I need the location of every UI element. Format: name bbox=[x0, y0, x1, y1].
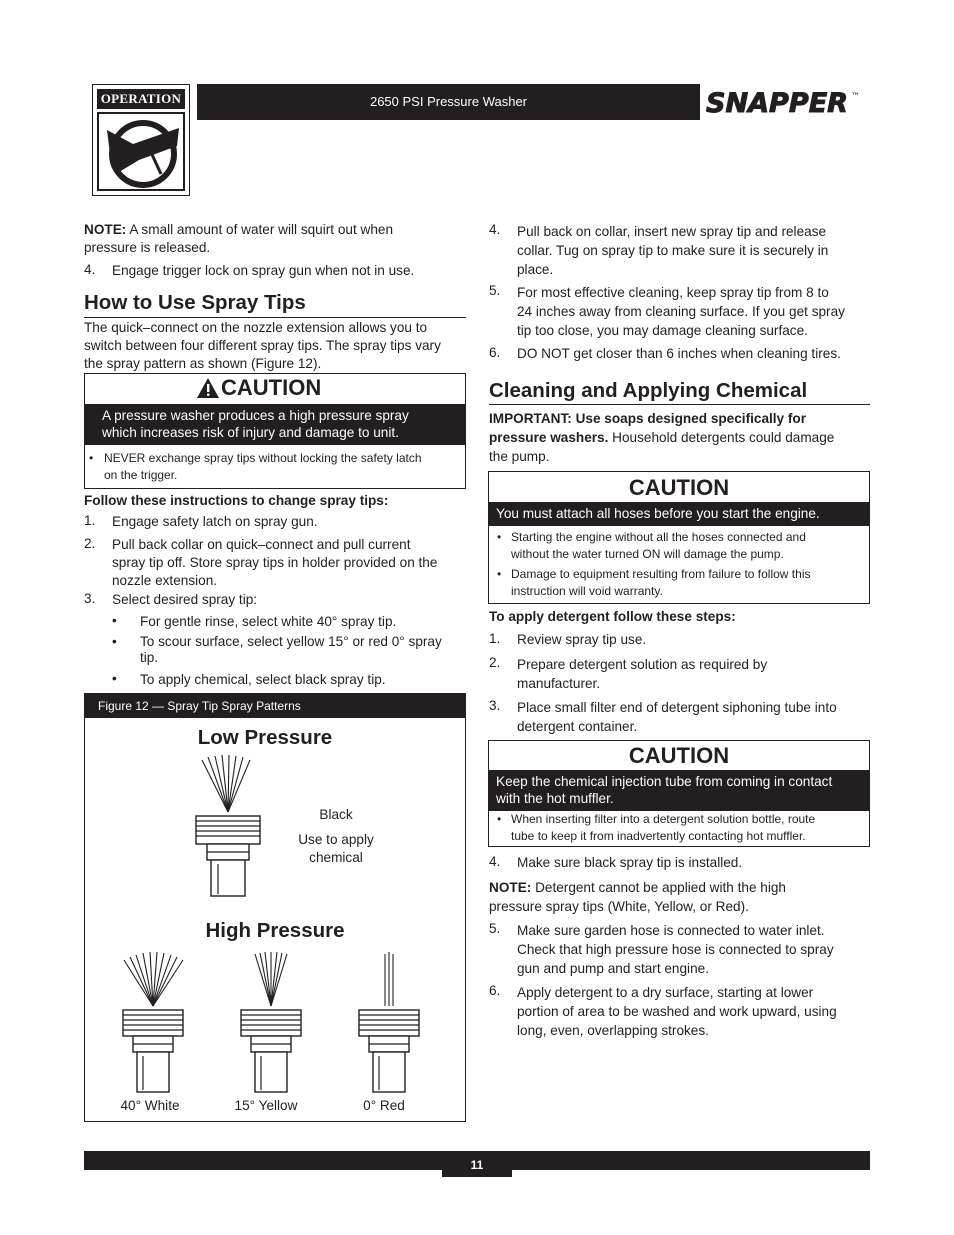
important-line: IMPORTANT: Use soaps designed specifically for bbox=[489, 411, 807, 426]
list-text bbox=[517, 698, 837, 736]
trademark-mark: ™ bbox=[851, 92, 860, 102]
list-number: 4. bbox=[489, 222, 501, 237]
list-number: 5. bbox=[489, 921, 501, 936]
list-number: 3. bbox=[489, 698, 501, 713]
bullet: • bbox=[497, 812, 502, 826]
caution-note-line: When inserting filter into a detergent solution bottle, route bbox=[511, 812, 816, 826]
list-line: 24 inches away from cleaning surface. If you get spray bbox=[517, 304, 845, 319]
list-line: long, even, overlapping strokes. bbox=[517, 1023, 709, 1038]
spray-gun-icon bbox=[97, 112, 185, 191]
list-line: Apply detergent to a dry surface, starting at lower bbox=[517, 985, 814, 1000]
intro-paragraph bbox=[84, 319, 466, 373]
list-line: Check that high pressure hose is connected to spray bbox=[517, 942, 834, 957]
note-paragraph-detergent bbox=[489, 878, 870, 916]
list-text: To apply chemical, select black spray tip. bbox=[140, 672, 386, 687]
caution-warning-line: Keep the chemical injection tube from coming in contact bbox=[496, 774, 833, 789]
brand-name: SNAPPER bbox=[706, 88, 848, 118]
list-text bbox=[517, 283, 845, 340]
note-text: Detergent cannot be applied with the high bbox=[531, 880, 786, 895]
caution-note-line: without the water turned ON will damage the pump. bbox=[511, 547, 784, 561]
list-text: Review spray tip use. bbox=[517, 632, 647, 647]
list-line: tip too close, you may damage cleaning surface. bbox=[517, 323, 808, 338]
section-label: OPERATION bbox=[97, 89, 185, 109]
list-number: 4. bbox=[489, 854, 501, 869]
important-emphasis: pressure washers. bbox=[489, 430, 609, 445]
high-pressure-heading: High Pressure bbox=[205, 919, 345, 942]
caution-title: CAUTION bbox=[221, 375, 322, 400]
important-paragraph bbox=[489, 409, 870, 466]
list-line: gun and pump and start engine. bbox=[517, 961, 709, 976]
list-text: Select desired spray tip: bbox=[112, 592, 258, 607]
list-line: tip. bbox=[140, 650, 159, 665]
bullet: • bbox=[497, 530, 502, 544]
bullet: • bbox=[89, 451, 94, 465]
note-paragraph bbox=[84, 221, 466, 257]
list-line: Place small filter end of detergent siphoning tube into bbox=[517, 700, 837, 715]
figure-caption: Figure 12 — Spray Tip Spray Patterns bbox=[85, 694, 465, 718]
list-text: Make sure black spray tip is installed. bbox=[517, 855, 743, 870]
list-number: 2. bbox=[489, 655, 501, 670]
yellow-15-spray-tip-icon bbox=[239, 952, 303, 1100]
black-tip-description: chemical bbox=[309, 850, 363, 865]
bullet: • bbox=[112, 634, 117, 649]
list-number: 4. bbox=[84, 262, 96, 277]
intro-line: The quick–connect on the nozzle extension allows you to bbox=[84, 320, 428, 335]
list-number: 3. bbox=[84, 591, 96, 606]
detergent-heading: To apply detergent follow these steps: bbox=[489, 609, 736, 624]
list-line: nozzle extension. bbox=[112, 573, 218, 588]
caution-box-spray-tips bbox=[84, 373, 466, 489]
low-pressure-heading: Low Pressure bbox=[197, 726, 333, 749]
list-line: Pull back on collar, insert new spray tip and release bbox=[517, 224, 827, 239]
note-label: NOTE: bbox=[489, 880, 532, 895]
list-text bbox=[517, 655, 767, 693]
white-40-spray-tip-icon bbox=[121, 952, 185, 1100]
document-title: 2650 PSI Pressure Washer bbox=[369, 94, 528, 109]
list-text bbox=[517, 921, 834, 978]
list-text bbox=[140, 634, 442, 666]
caution-note bbox=[497, 566, 863, 600]
caution-warning-line: A pressure washer produces a high pressure spray bbox=[102, 408, 409, 423]
list-line: Make sure garden hose is connected to water inlet. bbox=[517, 923, 825, 938]
caution-warning-band: You must attach all hoses before you start the engine. bbox=[489, 502, 869, 526]
list-line: place. bbox=[517, 262, 554, 277]
caution-header bbox=[85, 374, 465, 403]
instructions-heading: Follow these instructions to change spray tips: bbox=[84, 493, 389, 508]
bullet: • bbox=[112, 671, 117, 686]
figure-spray-patterns bbox=[84, 693, 466, 1122]
section-title-spray-tips: How to Use Spray Tips bbox=[84, 291, 466, 318]
caution-note-line: on the trigger. bbox=[104, 468, 178, 482]
operation-badge bbox=[92, 84, 190, 196]
list-number: 6. bbox=[489, 345, 501, 360]
list-line: spray tip off. Store spray tips in holder provided on the bbox=[112, 555, 438, 570]
intro-line: the spray pattern as shown (Figure 12). bbox=[84, 356, 322, 371]
caution-note bbox=[497, 811, 863, 845]
note-label: NOTE: bbox=[84, 222, 127, 237]
list-line: To scour surface, select yellow 15° or red 0° spray bbox=[140, 634, 442, 649]
bullet: • bbox=[497, 567, 502, 581]
list-number: 6. bbox=[489, 983, 501, 998]
caution-warning-line: with the hot muffler. bbox=[496, 791, 614, 806]
list-line: Prepare detergent solution as required by bbox=[517, 657, 768, 672]
caution-note-line: instruction will void warranty. bbox=[511, 584, 663, 598]
list-text: Engage trigger lock on spray gun when not in use. bbox=[112, 263, 415, 278]
tip-label-red: 0° Red bbox=[363, 1098, 405, 1113]
list-line: portion of area to be washed and work upward, using bbox=[517, 1004, 837, 1019]
note-text: A small amount of water will squirt out when bbox=[126, 222, 394, 237]
caution-note-line: NEVER exchange spray tips without locking the safety latch bbox=[104, 451, 422, 465]
list-text bbox=[112, 536, 437, 590]
list-line: manufacturer. bbox=[517, 676, 601, 691]
tip-label-white: 40° White bbox=[120, 1098, 180, 1113]
tip-label-yellow: 15° Yellow bbox=[234, 1098, 298, 1113]
list-text bbox=[517, 222, 828, 279]
page-number: 11 bbox=[442, 1151, 512, 1177]
list-number: 1. bbox=[489, 631, 501, 646]
caution-box-muffler bbox=[488, 740, 870, 847]
important-line: the pump. bbox=[489, 449, 550, 464]
black-tip-description: Use to apply bbox=[298, 832, 374, 847]
list-text bbox=[517, 983, 837, 1040]
caution-title: CAUTION bbox=[628, 743, 730, 768]
list-number: 1. bbox=[84, 513, 96, 528]
header-title-bar bbox=[197, 84, 700, 120]
black-tip-name: Black bbox=[319, 807, 353, 822]
list-text: For gentle rinse, select white 40° spray tip. bbox=[140, 614, 397, 629]
snapper-logo bbox=[706, 86, 866, 118]
list-text: DO NOT get closer than 6 inches when cleaning tires. bbox=[517, 346, 841, 361]
bullet: • bbox=[112, 613, 117, 628]
caution-box-hoses bbox=[488, 471, 870, 604]
important-line: Household detergents could damage bbox=[608, 430, 835, 445]
list-number: 2. bbox=[84, 536, 96, 551]
red-0-spray-tip-icon bbox=[357, 952, 421, 1100]
note-text-2: pressure spray tips (White, Yellow, or Red). bbox=[489, 899, 749, 914]
section-title-chemical: Cleaning and Applying Chemical bbox=[489, 379, 870, 405]
intro-line: switch between four different spray tips. The spray tips vary bbox=[84, 338, 441, 353]
caution-title: CAUTION bbox=[628, 475, 730, 500]
caution-note-line: tube to keep it from inadvertently contacting hot muffler. bbox=[511, 829, 806, 843]
list-line: detergent container. bbox=[517, 719, 638, 734]
black-tip-label bbox=[281, 806, 391, 867]
list-number: 5. bbox=[489, 283, 501, 298]
caution-note bbox=[497, 529, 863, 563]
caution-warning-line: which increases risk of injury and damage to unit. bbox=[102, 425, 399, 440]
list-line: Pull back collar on quick–connect and pull current bbox=[112, 537, 411, 552]
caution-warning-band bbox=[85, 404, 465, 445]
caution-note-line: Damage to equipment resulting from failure to follow this bbox=[511, 567, 811, 581]
list-line: collar. Tug on spray tip to make sure it is securely in bbox=[517, 243, 829, 258]
list-text: Engage safety latch on spray gun. bbox=[112, 514, 318, 529]
list-line: For most effective cleaning, keep spray tip from 8 to bbox=[517, 285, 829, 300]
note-text-2: pressure is released. bbox=[84, 240, 211, 255]
caution-note bbox=[89, 450, 459, 484]
black-spray-tip-icon bbox=[193, 754, 263, 904]
warning-icon bbox=[196, 377, 220, 399]
caution-warning-band bbox=[489, 770, 869, 811]
caution-note-line: Starting the engine without all the hoses connected and bbox=[511, 530, 806, 544]
